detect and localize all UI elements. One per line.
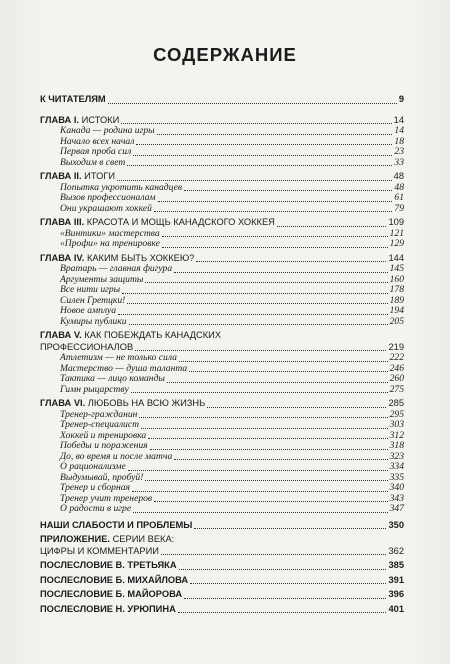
dot-leader (196, 260, 386, 262)
entry-text: О радости в игре (60, 503, 132, 514)
dot-leader (133, 154, 392, 156)
entry-text: НАШИ СЛАБОСТИ И ПРОБЛЕМЫ (40, 519, 193, 530)
entry-text: Хоккей и тренировка (60, 429, 147, 441)
dot-leader (133, 511, 387, 513)
appendix-title-continued: ЦИФРЫ И КОММЕНТАРИИ (40, 545, 159, 556)
entry-text: К ЧИТАТЕЛЯМ (40, 94, 106, 104)
entry-page: 334 (389, 461, 404, 472)
dot-leader (132, 490, 388, 492)
entry-text: Тренер учит тренеров (60, 492, 153, 504)
toc-entry-readers[interactable] (40, 94, 404, 106)
entry-page: 362 (388, 545, 404, 556)
entry-text: О рационализме (60, 461, 126, 472)
chapter-title: КАКИМ БЫТЬ ХОККЕЮ? (86, 252, 195, 263)
toc-appendix-line-1[interactable] (40, 534, 404, 546)
entry-page: 160 (389, 273, 404, 285)
appendix-label: ПРИЛОЖЕНИЕ. (40, 534, 110, 544)
dot-leader (158, 200, 393, 202)
entry-text: Выдумывай, пробуй! (60, 471, 144, 483)
entry-text: Гимн рыцарству (60, 383, 129, 395)
entry-page: 347 (389, 503, 404, 514)
entry-page: 121 (389, 227, 404, 239)
toc-section[interactable] (40, 441, 404, 452)
toc-section[interactable] (40, 462, 404, 473)
entry-page: 295 (389, 408, 404, 420)
toc-section[interactable] (40, 420, 404, 431)
dot-leader (157, 133, 393, 135)
entry-text: Тактика — лицо команды (60, 373, 165, 384)
entry-page: 23 (394, 146, 404, 157)
entry-page: 401 (388, 603, 404, 614)
toc-appendix-line-2[interactable] (40, 546, 404, 558)
toc-section[interactable] (40, 239, 404, 250)
dot-leader (148, 437, 387, 439)
entry-text: ПОСЛЕСЛОВИЕ Н. УРЮПИНА (40, 603, 176, 614)
dot-leader (108, 102, 397, 104)
entry-page: 335 (389, 471, 404, 483)
entry-page: 145 (389, 263, 404, 274)
entry-page: 48 (393, 171, 404, 181)
toc-section[interactable] (40, 374, 404, 385)
chapter-label: ГЛАВА I. (40, 114, 79, 125)
toc-afterword[interactable] (40, 560, 404, 572)
dot-leader (127, 302, 387, 304)
toc-section[interactable] (40, 193, 404, 204)
entry-page: 260 (389, 373, 404, 384)
entry-page: 14 (393, 114, 404, 125)
entry-text: Кумиры публики (60, 315, 127, 327)
dot-leader (122, 292, 387, 294)
chapter-label: ГЛАВА V. (40, 330, 82, 340)
dot-leader (194, 527, 386, 529)
entry-page: 18 (394, 135, 404, 147)
entry-page: 275 (389, 383, 404, 395)
entry-page: 350 (388, 519, 404, 530)
chapter-label: ГЛАВА III. (40, 217, 85, 227)
chapter-label: ГЛАВА VI. (40, 398, 86, 408)
dot-leader (135, 349, 386, 351)
chapter-title: ЛЮБОВЬ НА ВСЮ ЖИЗНЬ (87, 398, 206, 408)
dot-leader (174, 458, 387, 460)
entry-page: 323 (389, 450, 404, 462)
entry-page: 205 (389, 315, 404, 327)
dot-leader (184, 597, 386, 599)
entry-page: 222 (389, 352, 404, 363)
entry-text: Канада — родина игры (60, 125, 155, 136)
dot-leader (118, 313, 388, 315)
entry-text: Попытка укротить канадцев (60, 181, 183, 193)
dot-leader (154, 210, 392, 212)
entry-page: 189 (389, 294, 404, 306)
chapter-title: ИТОГИ (84, 171, 116, 181)
entry-text: «Профи» на тренировке (60, 238, 160, 249)
dot-leader (167, 381, 388, 383)
entry-text: «Винтики» мастерства (60, 227, 160, 239)
dot-leader (277, 225, 387, 227)
entry-page: 396 (388, 589, 404, 599)
toc-chapter-5-line-1[interactable] (40, 330, 404, 342)
entry-page: 14 (394, 125, 404, 136)
dot-leader (189, 370, 387, 372)
entry-page: 391 (388, 574, 404, 585)
dot-leader (162, 246, 388, 248)
toc-section[interactable] (40, 285, 404, 296)
toc-afterword[interactable] (40, 604, 404, 616)
entry-text: Начало всех начал (60, 135, 135, 147)
entry-page: 219 (388, 341, 404, 352)
entry-page: 109 (388, 217, 404, 227)
dot-leader (190, 582, 386, 584)
entry-page: 318 (389, 440, 404, 451)
entry-page: 178 (389, 284, 404, 295)
toc-section[interactable] (40, 483, 404, 494)
dot-leader (128, 469, 388, 471)
toc-afterword[interactable] (40, 575, 404, 587)
toc-section[interactable] (40, 204, 404, 215)
dot-leader (145, 479, 387, 481)
dot-leader (131, 391, 388, 393)
dot-leader (207, 406, 386, 408)
entry-text: Все нити игры (60, 284, 121, 295)
dot-leader (161, 553, 386, 555)
toc-section[interactable] (40, 317, 404, 328)
dot-leader (174, 271, 387, 273)
entry-text: ПОСЛЕСЛОВИЕ Б. МАЙОРОВА (40, 589, 183, 599)
entry-page: 194 (389, 305, 404, 316)
dot-leader (162, 235, 388, 237)
entry-text: Аргументы защиты (60, 273, 144, 285)
entry-page: 79 (394, 202, 404, 214)
entry-text: Победы и поражения (60, 440, 148, 451)
chapter-label: ГЛАВА IV. (40, 252, 85, 263)
toc-section[interactable] (40, 504, 404, 515)
dot-leader (145, 281, 387, 283)
dot-leader (117, 179, 392, 181)
entry-text: Атлетизм — не только сила (60, 352, 177, 363)
entry-page: 33 (394, 156, 404, 168)
entry-text: Силен Гретцки! (60, 294, 126, 306)
chapter-title-continued: ПРОФЕССИОНАЛОВ (40, 341, 134, 352)
entry-text: Тренер-специалист (60, 419, 140, 430)
entry-page: 9 (398, 94, 404, 104)
toc-section[interactable] (40, 126, 404, 137)
entry-page: 343 (389, 492, 404, 504)
dot-leader (129, 323, 388, 325)
dot-leader (141, 427, 388, 429)
entry-text: Выходим в свет (60, 156, 126, 168)
entry-page: 129 (389, 238, 404, 249)
dot-leader (121, 122, 391, 124)
dot-leader (127, 164, 392, 166)
table-of-contents (40, 94, 404, 615)
toc-afterword[interactable] (40, 589, 404, 601)
entry-text: ПОСЛЕСЛОВИЕ Б. МИХАЙЛОВА (40, 574, 189, 585)
chapter-title: ИСТОКИ (81, 114, 120, 125)
toc-section[interactable] (40, 353, 404, 364)
entry-text: Тренер-гражданин (60, 408, 138, 420)
chapter-title: КАК ПОБЕЖДАТЬ КАНАДСКИХ (84, 330, 222, 340)
entry-page: 385 (388, 560, 404, 570)
entry-page: 312 (389, 429, 404, 441)
chapter-title: КРАСОТА И МОЩЬ КАНАДСКОГО ХОККЕЯ (86, 217, 275, 227)
toc-section[interactable] (40, 264, 404, 275)
entry-text: До, во время и после матча (60, 450, 173, 462)
entry-text: Вратарь — главная фигура (60, 263, 173, 274)
entry-page: 303 (389, 419, 404, 430)
entry-text: Вызов профессионалам (60, 192, 156, 203)
toc-entry-weaknesses[interactable] (40, 520, 404, 532)
dot-leader (179, 360, 388, 362)
toc-chapter-3[interactable] (40, 217, 404, 229)
toc-chapter-6[interactable] (40, 398, 404, 410)
entry-text: Тренер и сборная (60, 482, 130, 493)
entry-page: 246 (389, 362, 404, 374)
entry-page: 340 (389, 482, 404, 493)
entry-text: Новое амплуа (60, 305, 117, 316)
entry-text: ПОСЛЕСЛОВИЕ В. ТРЕТЬЯКА (40, 560, 177, 570)
entry-text: Они украшают хоккей (60, 202, 152, 214)
toc-section[interactable] (40, 385, 404, 396)
entry-text: Первая проба сил (60, 146, 132, 157)
dot-leader (136, 143, 392, 145)
toc-chapter-2[interactable] (40, 171, 404, 183)
dot-leader (179, 568, 387, 570)
page-title: СОДЕРЖАНИЕ (153, 44, 297, 65)
entry-page: 285 (388, 398, 404, 408)
dot-leader (184, 189, 392, 191)
dot-leader (154, 500, 388, 502)
toc-section[interactable] (40, 306, 404, 317)
entry-page: 144 (388, 252, 404, 263)
entry-page: 48 (394, 181, 404, 193)
dot-leader (139, 416, 387, 418)
dot-leader (178, 611, 387, 613)
entry-text: Мастерство — душа таланта (60, 362, 188, 374)
chapter-label: ГЛАВА II. (40, 171, 82, 181)
dot-leader (150, 448, 388, 450)
entry-page: 61 (394, 192, 404, 203)
appendix-title: СЕРИИ ВЕКА: (112, 534, 175, 544)
toc-section[interactable] (40, 158, 404, 169)
toc-section[interactable] (40, 147, 404, 158)
